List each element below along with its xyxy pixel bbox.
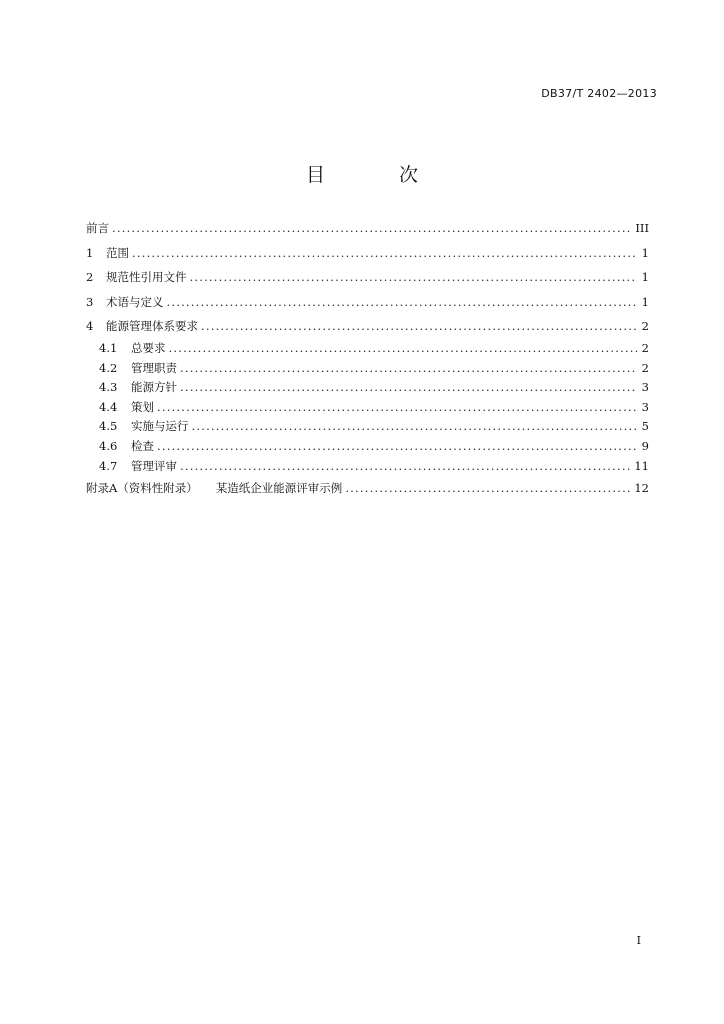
toc-entry-label: 管理评审 — [131, 458, 177, 473]
dot-leader — [190, 265, 638, 290]
toc-entry-number: 4.6 — [99, 438, 118, 453]
toc-page-number: 2 — [641, 319, 649, 334]
toc-page-number: 5 — [641, 419, 649, 434]
toc-entry-preface[interactable] — [86, 216, 649, 241]
toc-page-number: 2 — [641, 360, 649, 375]
toc-entry-label: 前言 — [86, 221, 109, 235]
toc-entry-number: 4.4 — [99, 399, 118, 414]
toc-entry-4-5[interactable] — [86, 417, 649, 437]
toc-entry-label: 能源方针 — [131, 380, 177, 395]
dot-leader — [180, 378, 637, 398]
toc-entry-number: 2 — [86, 270, 94, 285]
toc-entry-label: 管理职责 — [131, 360, 177, 375]
toc-entry-label: 能源管理体系要求 — [106, 319, 198, 334]
dot-leader — [167, 290, 638, 315]
toc-entry-number: 4.3 — [99, 380, 118, 395]
toc-page-number: 2 — [641, 340, 649, 355]
table-of-contents — [86, 216, 649, 500]
dot-leader — [201, 314, 637, 339]
toc-entry-number: 1 — [86, 245, 94, 260]
dot-leader — [157, 437, 637, 457]
toc-page-number: 12 — [634, 481, 649, 496]
toc-title: 目 次 — [305, 164, 453, 186]
toc-page-number: 3 — [641, 399, 649, 414]
toc-entry-1[interactable] — [86, 241, 649, 266]
dot-leader — [112, 216, 631, 241]
toc-entry-label: 术语与定义 — [106, 294, 164, 309]
appendix-prefix: 附录A（资料性附录） — [86, 481, 198, 496]
toc-entry-3[interactable] — [86, 290, 649, 315]
toc-entry-label: 范围 — [106, 245, 129, 260]
document-code: DB37/T 2402—2013 — [541, 87, 657, 100]
toc-entry-label: 规范性引用文件 — [106, 270, 187, 285]
page-number: I — [636, 934, 641, 947]
toc-entry-number: 4.5 — [99, 419, 118, 434]
toc-entry-number: 4 — [86, 319, 94, 334]
toc-entry-label: 检查 — [131, 438, 154, 453]
toc-entry-4[interactable] — [86, 314, 649, 339]
toc-page-number: 1 — [641, 294, 649, 309]
toc-entry-4-7[interactable] — [86, 457, 649, 477]
toc-entry-4-3[interactable] — [86, 378, 649, 398]
toc-entry-4-1[interactable] — [86, 339, 649, 359]
toc-entry-label: 实施与运行 — [131, 419, 189, 434]
toc-page-number: 3 — [641, 380, 649, 395]
dot-leader — [180, 457, 630, 477]
toc-entry-label: 某造纸企业能源评审示例 — [215, 481, 343, 496]
toc-page-number: III — [635, 221, 649, 235]
toc-entry-appendix-a[interactable] — [86, 476, 649, 500]
toc-entry-number: 4.7 — [99, 458, 118, 473]
toc-entry-2[interactable] — [86, 265, 649, 290]
toc-entry-label: 总要求 — [131, 340, 166, 355]
toc-entry-4-4[interactable] — [86, 398, 649, 418]
toc-entry-4-6[interactable] — [86, 437, 649, 457]
dot-leader — [169, 339, 638, 359]
dot-leader — [132, 241, 637, 266]
toc-entry-4-2[interactable] — [86, 359, 649, 379]
toc-entry-number: 4.2 — [99, 360, 118, 375]
dot-leader — [345, 476, 630, 500]
dot-leader — [157, 398, 637, 418]
toc-page-number: 11 — [634, 458, 649, 473]
toc-page-number: 1 — [641, 270, 649, 285]
toc-entry-label: 策划 — [131, 399, 154, 414]
toc-page-number: 1 — [641, 245, 649, 260]
dot-leader — [180, 359, 637, 379]
toc-page-number: 9 — [641, 438, 649, 453]
toc-entry-number: 4.1 — [99, 340, 118, 355]
toc-entry-number: 3 — [86, 294, 94, 309]
dot-leader — [192, 417, 638, 437]
